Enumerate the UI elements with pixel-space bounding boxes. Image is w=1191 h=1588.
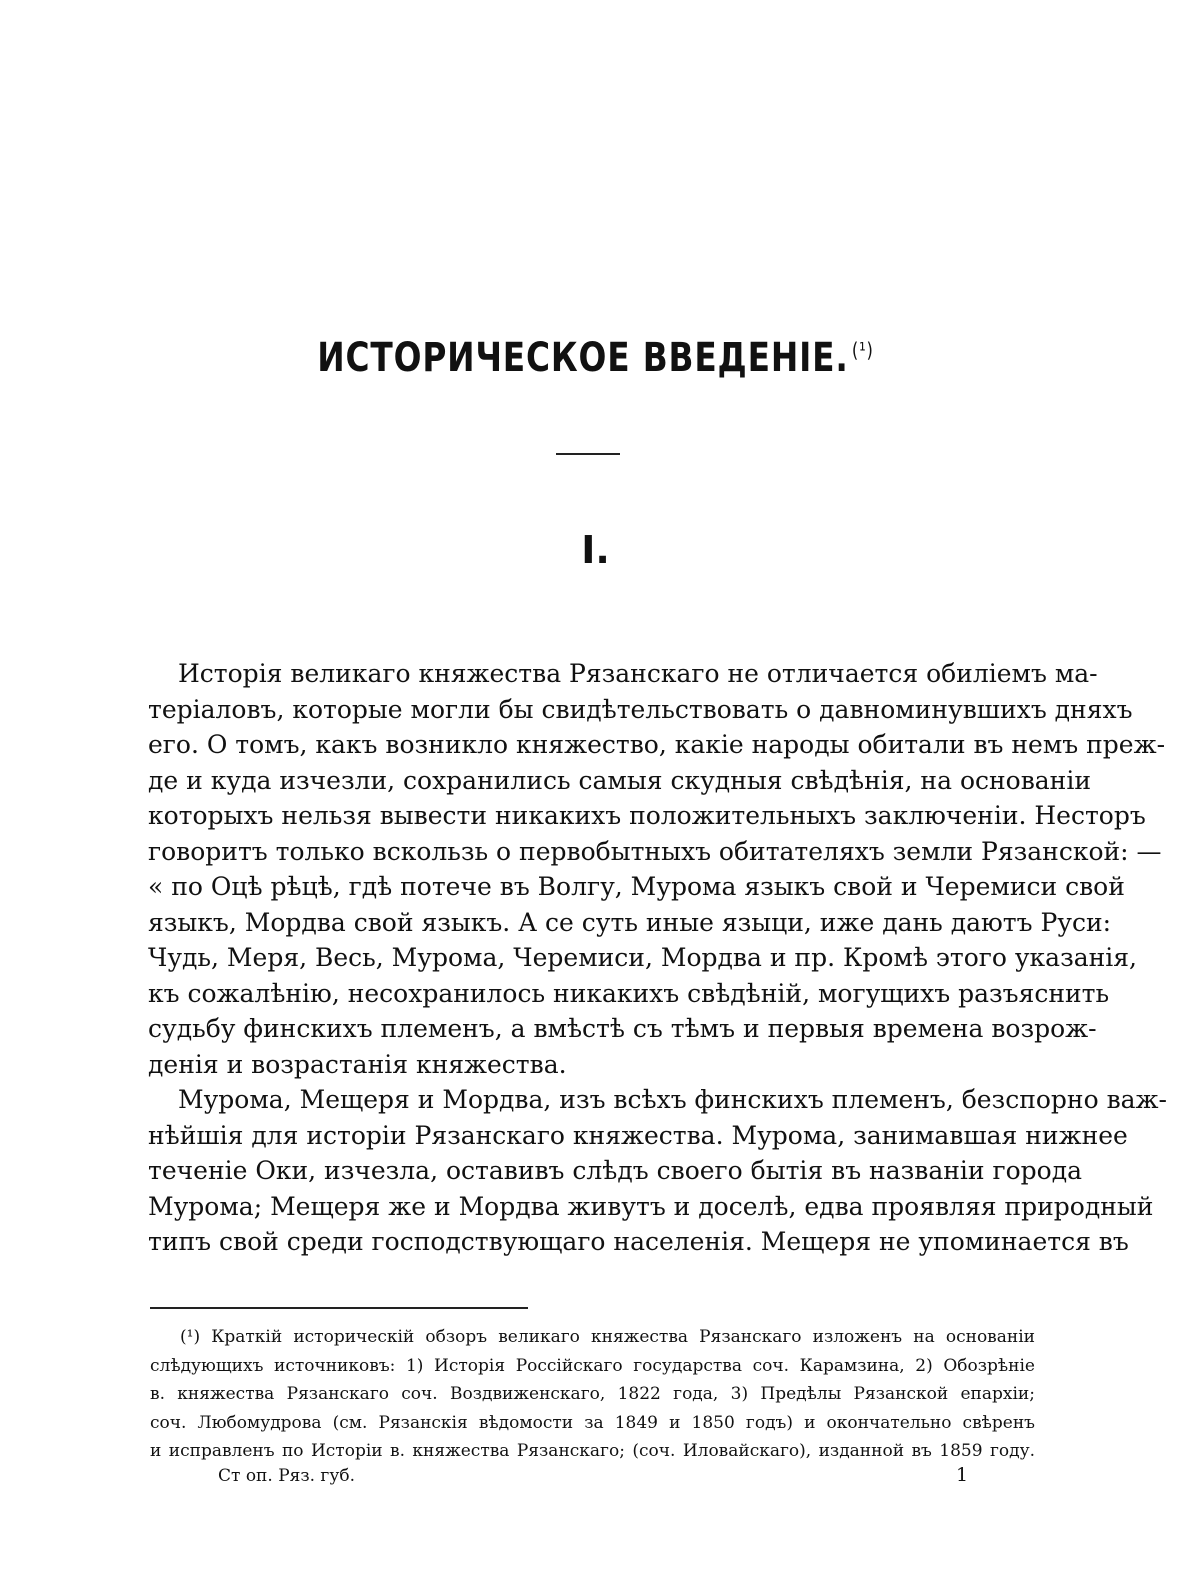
body-line: Чудь, Меря, Весь, Мурома, Черемиси, Мордва и пр. Кромѣ этого указанія, [148, 943, 1138, 972]
body-line: судьбу финскихъ племенъ, а вмѣстѣ съ тѣмъ и первыя времена возрож- [148, 1014, 1097, 1043]
footnote-line: (¹) Краткій историческій обзоръ великаго княжества Рязанскаго изложенъ на основаніи [180, 1327, 1035, 1347]
body-line: Мурома, Мещеря и Мордва, изъ всѣхъ финскихъ племенъ, безспорно важ- [178, 1085, 1168, 1114]
body-line: нѣйшія для исторіи Рязанскаго княжества. Мурома, занимавшая нижнее [148, 1120, 1128, 1150]
body-line: говоритъ только вскользь о первобытныхъ обитателяхъ земли Рязанской: — [148, 836, 1162, 866]
body-line: Мурома; Мещеря же и Мордва живутъ и доселѣ, едва проявляя природный [148, 1191, 1154, 1221]
footnote [150, 1323, 1035, 1466]
body-line: Исторія великаго княжества Рязанскаго не отличается обиліемъ ма- [178, 659, 1098, 688]
footnote-line: в. княжества Рязанскаго соч. Воздвиженскаго, 1822 года, 3) Предѣлы Рязанской епархіи; [150, 1384, 1035, 1404]
footnote-line: соч. Любомудрова (см. Рязанскія вѣдомости за 1849 и 1850 годъ) и окончательно свѣренъ [150, 1412, 1035, 1433]
chapter-title-text: ИСТОРИЧЕСКОЕ ВВЕДЕНІЕ. [317, 335, 849, 381]
body-line: теченіе Оки, изчезла, оставивъ слѣдъ своего бытія въ названіи города [148, 1156, 1083, 1185]
body-line: « по Оцѣ рѣцѣ, гдѣ потече въ Волгу, Мурома языкъ свой и Черемиси свой [148, 872, 1125, 901]
body-line: къ сожалѣнію, несохранилось никакихъ свѣдѣній, могущихъ разъяснить [148, 978, 1110, 1008]
page-number: 1 [956, 1464, 969, 1486]
body-line: языкъ, Мордва свой языкъ. А се суть иные языци, иже дань даютъ Руси: [148, 907, 1112, 937]
body-line: денія и возрастанія княжества. [148, 1049, 567, 1079]
body-line: типъ свой среди господствующаго населенія. Мещеря не упоминается въ [148, 1227, 1129, 1256]
body-line: его. О томъ, какъ возникло княжество, какіе народы обитали въ немъ преж- [148, 730, 1166, 759]
footnote-line: и исправленъ по Исторіи в. княжества Рязанскаго; (соч. Иловайскаго), изданной въ 1859 году. [150, 1441, 1035, 1461]
title-divider [556, 453, 620, 455]
body-line: которыхъ нельзя вывести никакихъ положительныхъ заключеніи. Несторъ [148, 801, 1146, 830]
body-line: теріаловъ, которые могли бы свидѣтельствовать о давноминувшихъ дняхъ [148, 694, 1133, 724]
body-text [148, 656, 1168, 1260]
body-line: де и куда изчезли, сохранились самыя скудныя свѣдѣнія, на основаніи [148, 765, 1092, 795]
title-footnote-mark: (¹) [851, 337, 874, 362]
chapter-title [107, 335, 1084, 381]
footnote-line: слѣдующихъ источниковъ: 1) Исторія Россійскаго государства соч. Карамзина, 2) Обозрѣніе [150, 1355, 1035, 1376]
section-number: I. [581, 528, 610, 572]
printer-signature: Ст оп. Ряз. губ. [218, 1466, 355, 1486]
footnote-divider [150, 1307, 528, 1309]
